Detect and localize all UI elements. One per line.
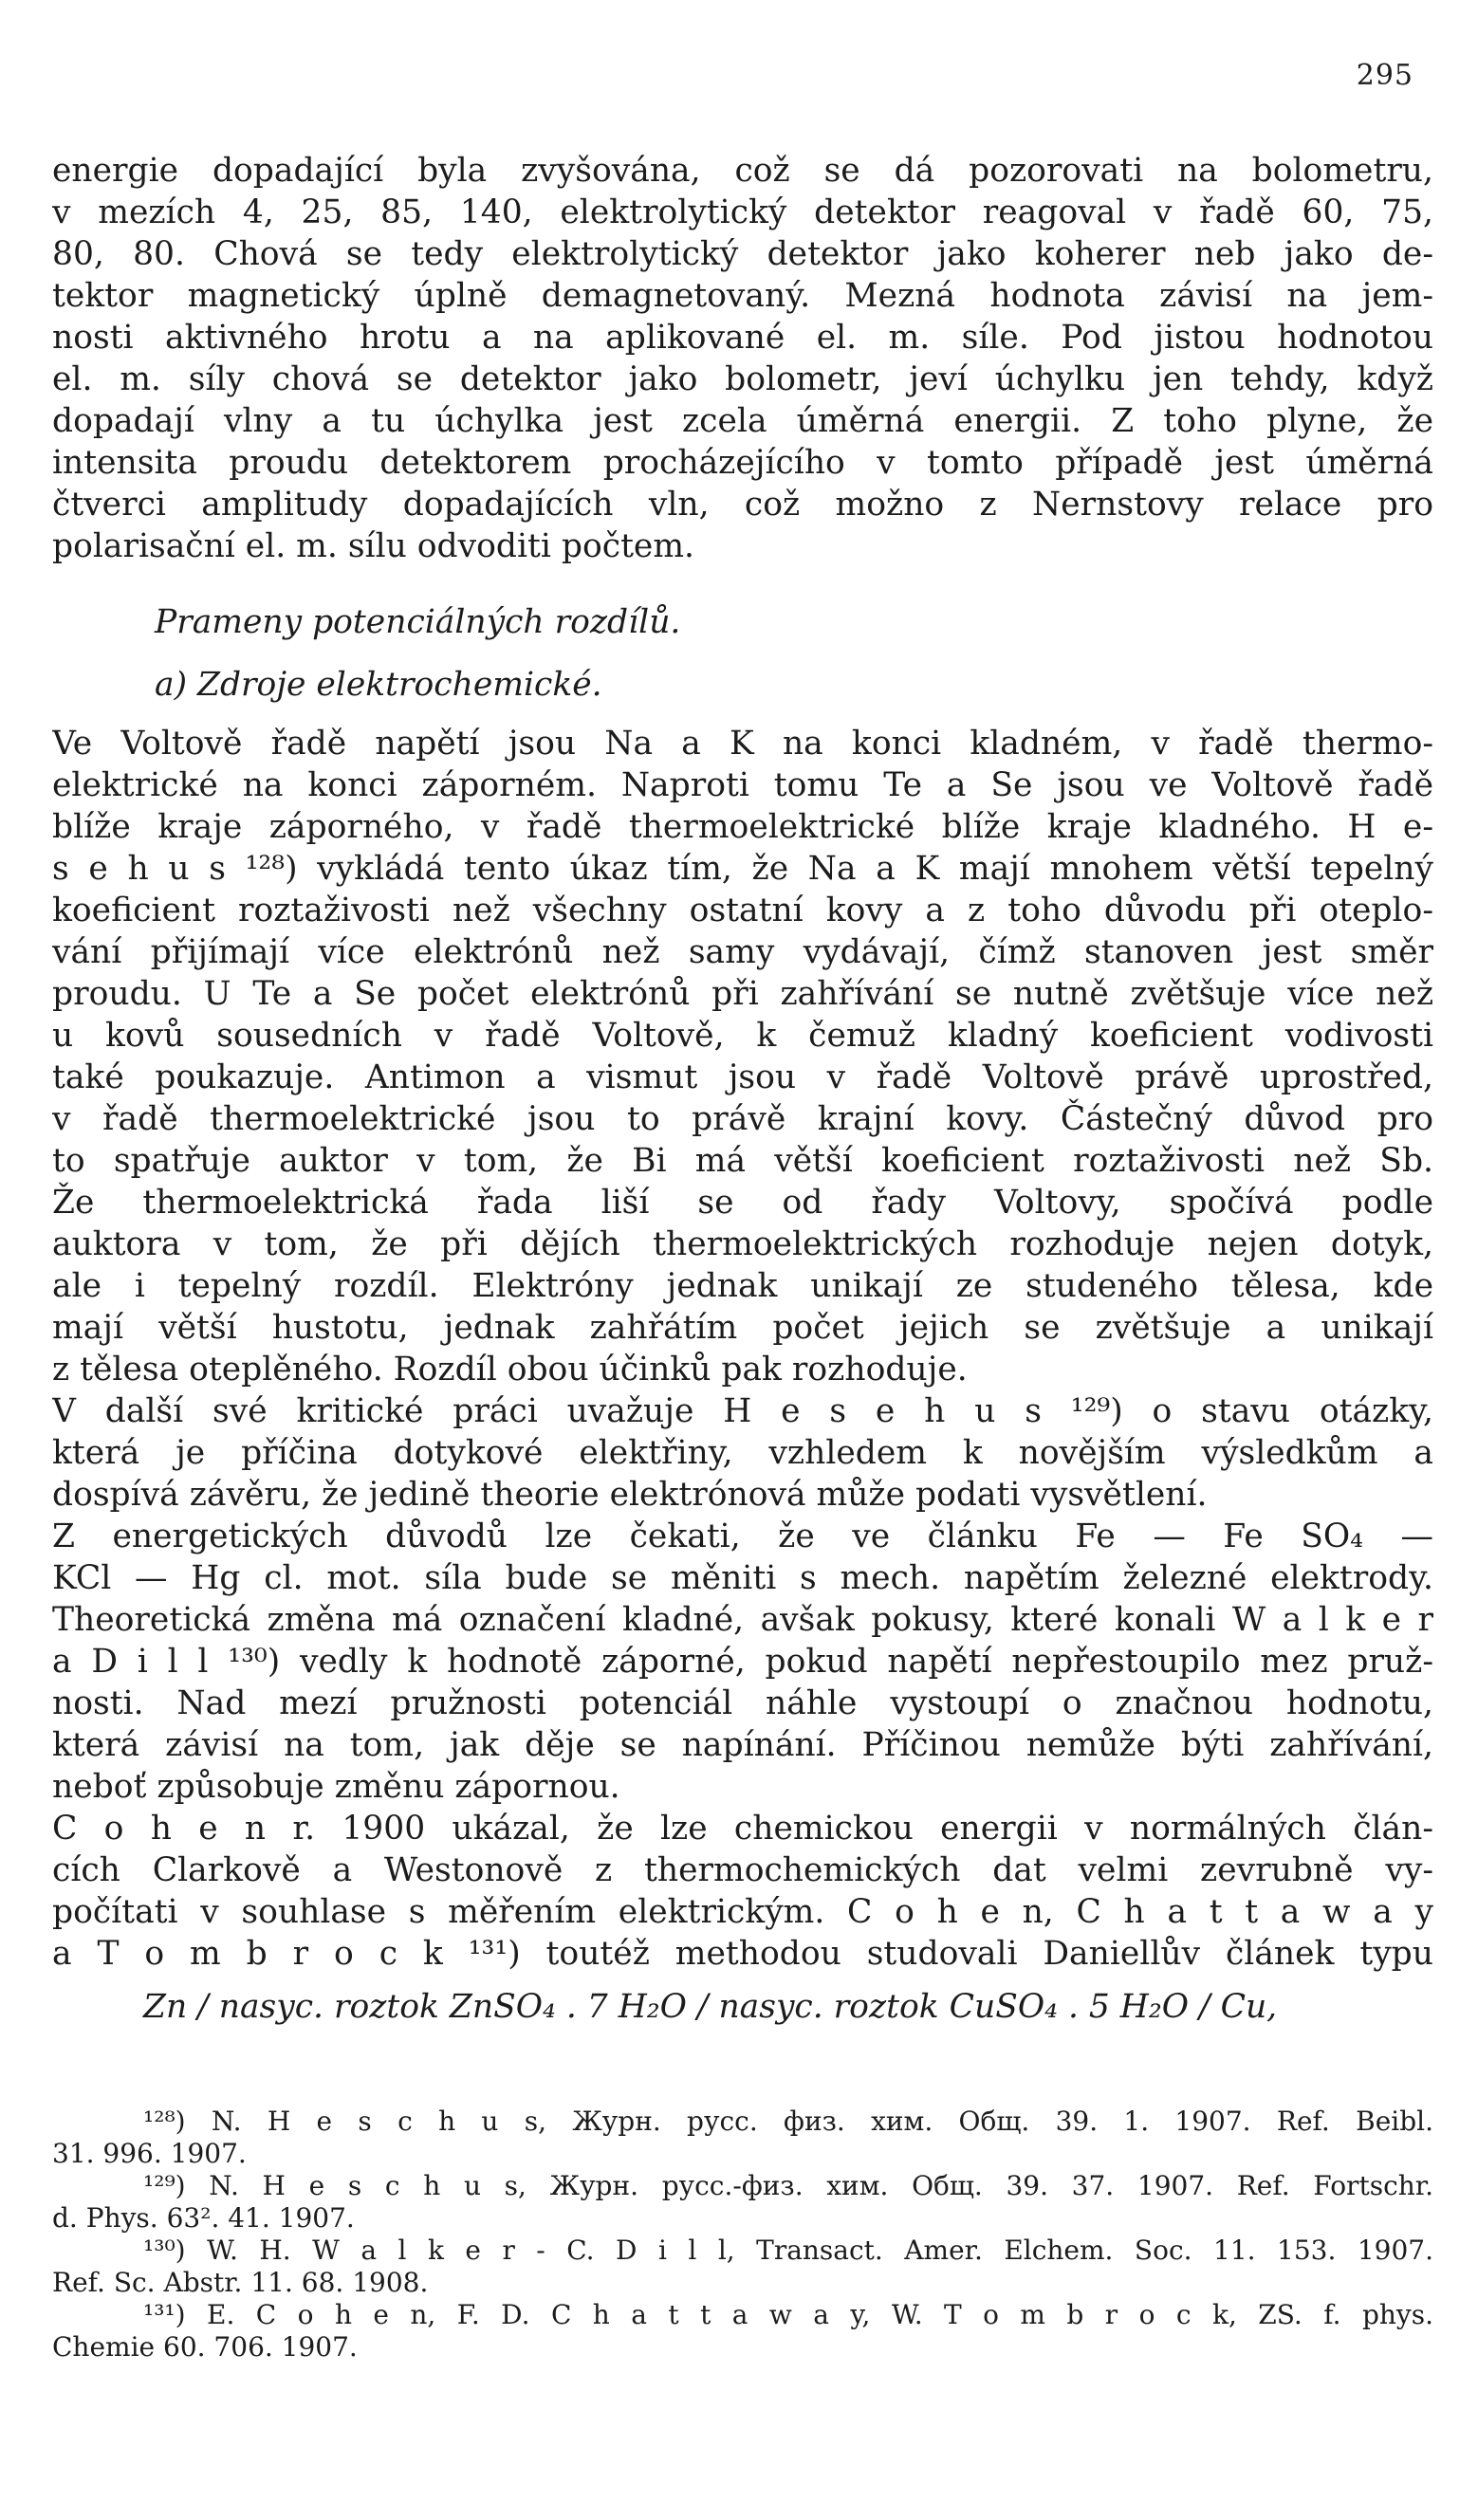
text-line: počítati v souhlase s měřením elektrickým. C o h e n, C h a t t a w a y <box>52 1893 1433 1931</box>
text-line: která závisí na tom, jak děje se napínání. Příčinou nemůže býti zahřívání, <box>52 1726 1433 1764</box>
text-line: Že thermoelektrická řada liší se od řady Voltovy, spočívá podle <box>52 1184 1433 1222</box>
text-line: také poukazuje. Antimon a vismut jsou v řadě Voltově právě uprostřed, <box>52 1058 1433 1096</box>
section-heading: Prameny potenciálných rozdílů. <box>155 603 681 641</box>
text-line: dospívá závěru, že jedině theorie elektrónová může podati vysvětlení. <box>52 1476 1208 1514</box>
text-line: Theoretická změna má označení kladné, avšak pokusy, které konali W a l k e r <box>52 1601 1433 1639</box>
text-line: z tělesa oteplěného. Rozdíl obou účinků pak rozhoduje. <box>52 1351 968 1389</box>
text-line: v řadě thermoelektrické jsou to právě krajní kovy. Částečný důvod pro <box>52 1100 1433 1138</box>
text-line: mají větší hustotu, jednak zahřátím počet jejich se zvětšuje a unikají <box>52 1309 1433 1347</box>
text-line: Ve Voltově řadě napětí jsou Na a K na konci kladném, v řadě thermo- <box>52 725 1433 763</box>
text-line: auktora v tom, že při dějích thermoelektrických rozhoduje nejen dotyk, <box>52 1225 1433 1263</box>
formula-line: Zn / nasyc. roztok ZnSO₄ . 7 H₂O / nasyc. roztok CuSO₄ . 5 H₂O / Cu, <box>143 1988 1278 2026</box>
text-line: neboť způsobuje změnu zápornou. <box>52 1768 620 1806</box>
text-line: blíže kraje záporného, v řadě thermoelektrické blíže kraje kladného. H e- <box>52 808 1433 846</box>
text-line: ale i tepelný rozdíl. Elektróny jednak unikají ze studeného tělesa, kde <box>52 1267 1433 1305</box>
footnotes <box>52 2106 1433 2364</box>
footnote-line: d. Phys. 63². 41. 1907. <box>52 2202 355 2234</box>
text-line: el. m. síly chová se detektor jako bolometr, jeví úchylku jen tehdy, když <box>52 360 1433 398</box>
footnote-line: ¹³⁰) W. H. W a l k e r - C. D i l l, Transact. Amer. Elchem. Soc. 11. 153. 1907. <box>143 2235 1433 2266</box>
footnote-line: ¹³¹) E. C o h e n, F. D. C h a t t a w a y, W. T o m b r o c k, ZS. f. phys. <box>143 2299 1433 2330</box>
text-line: intensita proudu detektorem procházejícího v tomto případě jest úměrná <box>52 444 1433 482</box>
main-text <box>52 723 1433 1975</box>
text-line: energie dopadající byla zvyšována, což se dá pozorovati na bolometru, <box>52 152 1433 190</box>
text-line: polarisační el. m. sílu odvoditi počtem. <box>52 527 695 565</box>
text-line: KCl — Hg cl. mot. síla bude se měniti s mech. napětím železné elektrody. <box>52 1559 1433 1597</box>
text-line: proudu. U Te a Se počet elektrónů při zahřívání se nutně zvětšuje více než <box>52 975 1433 1013</box>
intro-paragraph <box>52 150 1433 567</box>
text-line: která je příčina dotykové elektřiny, vzhledem k novějším výsledkům a <box>52 1434 1433 1472</box>
text-line: koeficient roztaživosti než všechny ostatní kovy a z toho důvodu při oteplo- <box>52 892 1433 929</box>
text-line: tektor magnetický úplně demagnetovaný. Mezná hodnota závisí na jem- <box>52 277 1433 315</box>
text-line: C o h e n r. 1900 ukázal, že lze chemickou energii v normálných člán- <box>52 1810 1433 1848</box>
text-line: vání přijímají více elektrónů než samy vydávají, čímž stanoven jest směr <box>52 933 1433 971</box>
text-line: u kovů sousedních v řadě Voltově, k čemuž kladný koeficient vodivosti <box>52 1017 1433 1055</box>
text-line: a T o m b r o c k ¹³¹) toutéž methodou studovali Daniellův článek typu <box>52 1935 1433 1973</box>
text-line: V další své kritické práci uvažuje H e s e h u s ¹²⁹) o stavu otázky, <box>52 1392 1433 1430</box>
text-line: nosti aktivného hrotu a na aplikované el. m. síle. Pod jistou hodnotou <box>52 319 1433 357</box>
text-line: čtverci amplitudy dopadajících vln, což možno z Nernstovy relace pro <box>52 486 1433 524</box>
page-number: 295 <box>1356 59 1413 92</box>
footnote-line: Chemie 60. 706. 1907. <box>52 2331 358 2363</box>
footnote-line: ¹²⁸) N. H e s c h u s, Журн. русс. физ. хим. Общ. 39. 1. 1907. Ref. Beibl. <box>143 2106 1433 2137</box>
text-line: elektrické na konci záporném. Naproti tomu Te a Se jsou ve Voltově řadě <box>52 766 1433 804</box>
footnote-line: Ref. Sc. Abstr. 11. 68. 1908. <box>52 2267 429 2298</box>
text-line: nosti. Nad mezí pružnosti potenciál náhle vystoupí o značnou hodnotu, <box>52 1684 1433 1722</box>
text-line: dopadají vlny a tu úchylka jest zcela úměrná energii. Z toho plyne, že <box>52 402 1433 440</box>
text-line: v mezích 4, 25, 85, 140, elektrolytický detektor reagoval v řadě 60, 75, <box>52 193 1433 231</box>
subsection-heading: a) Zdroje elektrochemické. <box>155 666 602 704</box>
text-line: 80, 80. Chová se tedy elektrolytický detektor jako koherer neb jako de- <box>52 235 1433 273</box>
body-text <box>52 150 1433 2028</box>
footnote-line: 31. 996. 1907. <box>52 2138 247 2169</box>
text-line: a D i l l ¹³⁰) vedly k hodnotě záporné, pokud napětí nepřestoupilo mez pruž- <box>52 1643 1433 1681</box>
footnote-line: ¹²⁹) N. H e s c h u s, Журн. русс.-физ. хим. Общ. 39. 37. 1907. Ref. Fortschr. <box>143 2170 1433 2201</box>
text-line: s e h u s ¹²⁸) vykládá tento úkaz tím, že Na a K mají mnohem větší tepelný <box>52 850 1433 888</box>
text-line: to spatřuje auktor v tom, že Bi má větší koeficient roztaživosti než Sb. <box>52 1142 1433 1180</box>
text-line: Z energetických důvodů lze čekati, že ve článku Fe — Fe SO₄ — <box>52 1518 1433 1555</box>
text-line: cích Clarkově a Westonově z thermochemických dat velmi zevrubně vy- <box>52 1851 1433 1889</box>
